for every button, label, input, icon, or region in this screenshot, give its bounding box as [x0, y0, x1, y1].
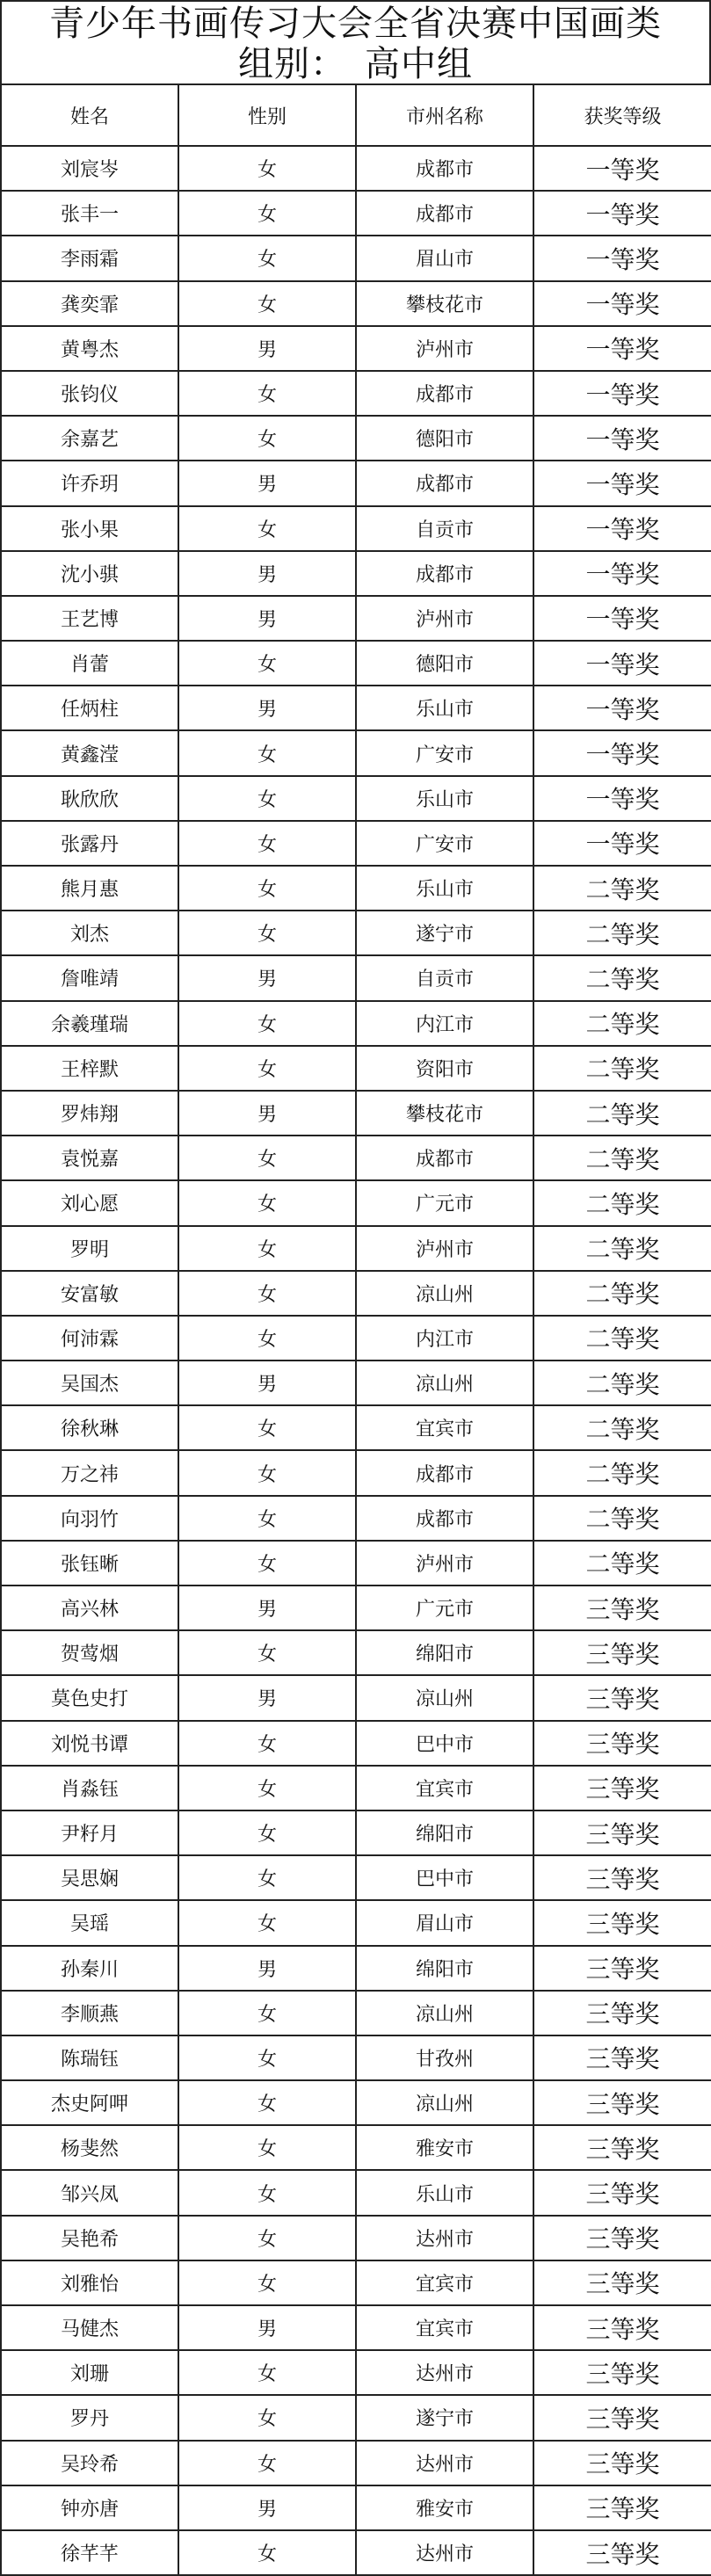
- cell-name: 莫色史打: [1, 1675, 178, 1720]
- cell-award: 二等奖: [533, 1136, 711, 1180]
- cell-name: 王艺博: [1, 596, 178, 641]
- cell-city: 乐山市: [356, 776, 533, 821]
- cell-gender: 女: [178, 191, 356, 236]
- cell-award: 三等奖: [533, 1586, 711, 1630]
- cell-award: 二等奖: [533, 1001, 711, 1046]
- cell-gender: 女: [178, 2216, 356, 2260]
- cell-city: 宜宾市: [356, 2260, 533, 2305]
- cell-award: 三等奖: [533, 2216, 711, 2260]
- cell-name: 安富敏: [1, 1271, 178, 1316]
- cell-gender: 女: [178, 2170, 356, 2215]
- cell-award: 一等奖: [533, 596, 711, 641]
- cell-name: 刘杰: [1, 911, 178, 955]
- cell-gender: 女: [178, 1001, 356, 1046]
- cell-name: 刘悦书谭: [1, 1721, 178, 1766]
- cell-gender: 女: [178, 730, 356, 775]
- cell-gender: 女: [178, 1450, 356, 1495]
- cell-city: 眉山市: [356, 1900, 533, 1945]
- cell-award: 二等奖: [533, 1450, 711, 1495]
- cell-city: 成都市: [356, 371, 533, 416]
- cell-name: 张丰一: [1, 191, 178, 236]
- cell-gender: 女: [178, 1541, 356, 1586]
- cell-gender: 女: [178, 776, 356, 821]
- table-header-row: [1, 84, 711, 146]
- table-row: [1, 416, 711, 461]
- table-row: [1, 686, 711, 730]
- cell-gender: 女: [178, 911, 356, 955]
- cell-gender: 男: [178, 955, 356, 1000]
- cell-award: 三等奖: [533, 2035, 711, 2080]
- cell-city: 达州市: [356, 2530, 533, 2575]
- cell-gender: 男: [178, 596, 356, 641]
- cell-award: 一等奖: [533, 416, 711, 461]
- cell-name: 罗明: [1, 1226, 178, 1271]
- cell-city: 泸州市: [356, 596, 533, 641]
- cell-gender: 女: [178, 1900, 356, 1945]
- table-row: [1, 866, 711, 911]
- table-row: [1, 461, 711, 505]
- table-row: [1, 2170, 711, 2215]
- cell-name: 龚奕霏: [1, 281, 178, 326]
- cell-name: 徐芊芊: [1, 2530, 178, 2575]
- cell-name: 陈瑞钰: [1, 2035, 178, 2080]
- table-row: [1, 2305, 711, 2350]
- cell-gender: 女: [178, 2441, 356, 2485]
- header-city: 市州名称: [356, 84, 533, 146]
- table-row: [1, 1810, 711, 1855]
- header-award: 获奖等级: [533, 84, 711, 146]
- cell-award: 三等奖: [533, 1991, 711, 2035]
- table-row: [1, 1541, 711, 1586]
- cell-name: 张钧仪: [1, 371, 178, 416]
- cell-city: 宜宾市: [356, 1766, 533, 1810]
- cell-award: 二等奖: [533, 1271, 711, 1316]
- cell-city: 内江市: [356, 1316, 533, 1361]
- cell-gender: 女: [178, 1316, 356, 1361]
- table-row: [1, 596, 711, 641]
- cell-name: 许乔玥: [1, 461, 178, 505]
- cell-award: 三等奖: [533, 1630, 711, 1675]
- table-body: [1, 146, 711, 2575]
- cell-city: 泸州市: [356, 326, 533, 371]
- cell-city: 德阳市: [356, 416, 533, 461]
- cell-city: 广安市: [356, 821, 533, 866]
- cell-award: 三等奖: [533, 2395, 711, 2440]
- cell-award: 二等奖: [533, 955, 711, 1000]
- cell-gender: 女: [178, 506, 356, 551]
- table-row: [1, 146, 711, 191]
- table-row: [1, 371, 711, 416]
- cell-city: 成都市: [356, 146, 533, 191]
- cell-name: 尹籽月: [1, 1810, 178, 1855]
- cell-gender: 女: [178, 146, 356, 191]
- cell-gender: 男: [178, 2485, 356, 2530]
- cell-gender: 女: [178, 416, 356, 461]
- table-row: [1, 776, 711, 821]
- cell-award: 二等奖: [533, 911, 711, 955]
- cell-gender: 男: [178, 326, 356, 371]
- cell-award: 二等奖: [533, 1541, 711, 1586]
- table-row: [1, 1586, 711, 1630]
- cell-gender: 女: [178, 281, 356, 326]
- cell-award: 一等奖: [533, 686, 711, 730]
- cell-gender: 女: [178, 1180, 356, 1225]
- cell-city: 巴中市: [356, 1721, 533, 1766]
- cell-gender: 女: [178, 1855, 356, 1900]
- table-row: [1, 1991, 711, 2035]
- cell-name: 张小果: [1, 506, 178, 551]
- table-row: [1, 2080, 711, 2125]
- cell-name: 吴思娴: [1, 1855, 178, 1900]
- cell-name: 何沛霖: [1, 1316, 178, 1361]
- cell-name: 徐秋琳: [1, 1405, 178, 1450]
- cell-name: 吴国杰: [1, 1361, 178, 1405]
- cell-city: 资阳市: [356, 1046, 533, 1091]
- table-row: [1, 551, 711, 596]
- cell-gender: 女: [178, 1721, 356, 1766]
- cell-award: 三等奖: [533, 1900, 711, 1945]
- cell-award: 一等奖: [533, 506, 711, 551]
- cell-name: 任炳柱: [1, 686, 178, 730]
- table-row: [1, 2035, 711, 2080]
- cell-city: 广元市: [356, 1586, 533, 1630]
- cell-city: 绵阳市: [356, 1810, 533, 1855]
- cell-city: 雅安市: [356, 2485, 533, 2530]
- cell-gender: 女: [178, 641, 356, 686]
- cell-city: 凉山州: [356, 1675, 533, 1720]
- cell-name: 王梓默: [1, 1046, 178, 1091]
- cell-award: 一等奖: [533, 776, 711, 821]
- cell-award: 三等奖: [533, 1675, 711, 1720]
- cell-city: 凉山州: [356, 2080, 533, 2125]
- cell-city: 巴中市: [356, 1855, 533, 1900]
- cell-city: 广元市: [356, 1180, 533, 1225]
- cell-name: 肖淼钰: [1, 1766, 178, 1810]
- cell-city: 成都市: [356, 1450, 533, 1495]
- cell-award: 三等奖: [533, 2485, 711, 2530]
- cell-award: 一等奖: [533, 191, 711, 236]
- cell-name: 余羲瑾瑞: [1, 1001, 178, 1046]
- cell-award: 三等奖: [533, 2125, 711, 2170]
- cell-gender: 男: [178, 461, 356, 505]
- cell-award: 三等奖: [533, 2350, 711, 2395]
- cell-award: 一等奖: [533, 821, 711, 866]
- table-row: [1, 1361, 711, 1405]
- cell-gender: 女: [178, 2080, 356, 2125]
- cell-city: 遂宁市: [356, 911, 533, 955]
- cell-award: 一等奖: [533, 461, 711, 505]
- cell-name: 熊月惠: [1, 866, 178, 911]
- cell-city: 达州市: [356, 2350, 533, 2395]
- cell-award: 二等奖: [533, 1361, 711, 1405]
- cell-city: 宜宾市: [356, 1405, 533, 1450]
- cell-name: 詹唯靖: [1, 955, 178, 1000]
- cell-gender: 女: [178, 1405, 356, 1450]
- cell-city: 攀枝花市: [356, 281, 533, 326]
- cell-name: 邹兴凤: [1, 2170, 178, 2215]
- cell-award: 一等奖: [533, 730, 711, 775]
- table-row: [1, 641, 711, 686]
- cell-city: 泸州市: [356, 1226, 533, 1271]
- table-row: [1, 1136, 711, 1180]
- table-row: [1, 1630, 711, 1675]
- cell-gender: 女: [178, 1991, 356, 2035]
- cell-gender: 女: [178, 1136, 356, 1180]
- cell-name: 罗炜翔: [1, 1091, 178, 1136]
- cell-city: 德阳市: [356, 641, 533, 686]
- cell-city: 成都市: [356, 1136, 533, 1180]
- cell-gender: 女: [178, 2035, 356, 2080]
- cell-city: 宜宾市: [356, 2305, 533, 2350]
- cell-name: 刘宸岑: [1, 146, 178, 191]
- cell-award: 二等奖: [533, 1180, 711, 1225]
- table-row: [1, 1405, 711, 1450]
- cell-award: 一等奖: [533, 146, 711, 191]
- cell-gender: 男: [178, 551, 356, 596]
- cell-city: 乐山市: [356, 2170, 533, 2215]
- table-row: [1, 281, 711, 326]
- cell-gender: 女: [178, 1271, 356, 1316]
- cell-gender: 女: [178, 1496, 356, 1541]
- cell-name: 向羽竹: [1, 1496, 178, 1541]
- cell-city: 甘孜州: [356, 2035, 533, 2080]
- cell-name: 贺莺烟: [1, 1630, 178, 1675]
- cell-gender: 女: [178, 236, 356, 280]
- cell-city: 攀枝花市: [356, 1091, 533, 1136]
- cell-gender: 男: [178, 686, 356, 730]
- cell-city: 自贡市: [356, 955, 533, 1000]
- table-row: [1, 2350, 711, 2395]
- table-row: [1, 1766, 711, 1810]
- cell-city: 成都市: [356, 1496, 533, 1541]
- cell-city: 遂宁市: [356, 2395, 533, 2440]
- cell-city: 乐山市: [356, 686, 533, 730]
- cell-award: 一等奖: [533, 641, 711, 686]
- table-row: [1, 2485, 711, 2530]
- cell-name: 沈小骐: [1, 551, 178, 596]
- cell-name: 吴玲希: [1, 2441, 178, 2485]
- cell-gender: 男: [178, 1091, 356, 1136]
- cell-city: 凉山州: [356, 1271, 533, 1316]
- cell-gender: 女: [178, 2350, 356, 2395]
- cell-city: 广安市: [356, 730, 533, 775]
- table-row: [1, 1855, 711, 1900]
- cell-gender: 男: [178, 1361, 356, 1405]
- cell-award: 三等奖: [533, 2260, 711, 2305]
- cell-award: 二等奖: [533, 1496, 711, 1541]
- table-row: [1, 821, 711, 866]
- cell-award: 一等奖: [533, 371, 711, 416]
- cell-gender: 女: [178, 1226, 356, 1271]
- table-row: [1, 1721, 711, 1766]
- header-gender: 性别: [178, 84, 356, 146]
- document-title: 青少年书画传习大会全省决赛中国画类: [49, 4, 662, 44]
- table-row: [1, 2216, 711, 2260]
- cell-name: 高兴林: [1, 1586, 178, 1630]
- table-row: [1, 2395, 711, 2440]
- cell-name: 罗丹: [1, 2395, 178, 2440]
- table-row: [1, 911, 711, 955]
- cell-award: 三等奖: [533, 1810, 711, 1855]
- cell-award: 三等奖: [533, 1721, 711, 1766]
- table-row: [1, 730, 711, 775]
- cell-city: 成都市: [356, 551, 533, 596]
- cell-name: 李顺燕: [1, 1991, 178, 2035]
- cell-award: 三等奖: [533, 2530, 711, 2575]
- cell-gender: 男: [178, 1586, 356, 1630]
- document-subtitle: 组别： 高中组: [238, 44, 473, 84]
- cell-city: 绵阳市: [356, 1630, 533, 1675]
- title-block: [0, 0, 711, 83]
- cell-city: 成都市: [356, 191, 533, 236]
- cell-name: 袁悦嘉: [1, 1136, 178, 1180]
- cell-award: 二等奖: [533, 1046, 711, 1091]
- table-row: [1, 1675, 711, 1720]
- cell-gender: 女: [178, 1046, 356, 1091]
- cell-gender: 男: [178, 2305, 356, 2350]
- cell-award: 一等奖: [533, 281, 711, 326]
- cell-award: 一等奖: [533, 236, 711, 280]
- cell-name: 黄粤杰: [1, 326, 178, 371]
- cell-city: 达州市: [356, 2441, 533, 2485]
- cell-award: 三等奖: [533, 1855, 711, 1900]
- cell-name: 杨斐然: [1, 2125, 178, 2170]
- cell-city: 凉山州: [356, 1991, 533, 2035]
- cell-award: 二等奖: [533, 1316, 711, 1361]
- cell-name: 刘雅怡: [1, 2260, 178, 2305]
- table-row: [1, 2125, 711, 2170]
- cell-city: 凉山州: [356, 1361, 533, 1405]
- cell-city: 绵阳市: [356, 1946, 533, 1991]
- cell-city: 内江市: [356, 1001, 533, 1046]
- cell-name: 孙秦川: [1, 1946, 178, 1991]
- table-row: [1, 1001, 711, 1046]
- cell-gender: 女: [178, 2395, 356, 2440]
- table-row: [1, 1046, 711, 1091]
- table-row: [1, 506, 711, 551]
- cell-name: 余嘉艺: [1, 416, 178, 461]
- cell-name: 吴瑶: [1, 1900, 178, 1945]
- table-row: [1, 1316, 711, 1361]
- cell-award: 三等奖: [533, 2170, 711, 2215]
- cell-gender: 女: [178, 1630, 356, 1675]
- cell-award: 三等奖: [533, 1946, 711, 1991]
- cell-city: 达州市: [356, 2216, 533, 2260]
- cell-city: 成都市: [356, 461, 533, 505]
- table-row: [1, 1900, 711, 1945]
- table-row: [1, 1450, 711, 1495]
- cell-award: 三等奖: [533, 2305, 711, 2350]
- cell-award: 一等奖: [533, 326, 711, 371]
- cell-name: 杰史阿呷: [1, 2080, 178, 2125]
- cell-gender: 女: [178, 2530, 356, 2575]
- cell-award: 一等奖: [533, 551, 711, 596]
- cell-award: 二等奖: [533, 1091, 711, 1136]
- table-row: [1, 1180, 711, 1225]
- cell-name: 钟亦唐: [1, 2485, 178, 2530]
- table-row: [1, 2530, 711, 2575]
- cell-name: 肖蕾: [1, 641, 178, 686]
- cell-city: 雅安市: [356, 2125, 533, 2170]
- cell-gender: 女: [178, 821, 356, 866]
- cell-award: 二等奖: [533, 1226, 711, 1271]
- table-row: [1, 191, 711, 236]
- cell-city: 泸州市: [356, 1541, 533, 1586]
- table-row: [1, 2260, 711, 2305]
- cell-name: 张钰晰: [1, 1541, 178, 1586]
- cell-city: 自贡市: [356, 506, 533, 551]
- cell-gender: 男: [178, 1675, 356, 1720]
- cell-gender: 女: [178, 1766, 356, 1810]
- cell-name: 黄鑫滢: [1, 730, 178, 775]
- cell-name: 张露丹: [1, 821, 178, 866]
- cell-gender: 女: [178, 1810, 356, 1855]
- cell-city: 乐山市: [356, 866, 533, 911]
- table-row: [1, 955, 711, 1000]
- cell-gender: 女: [178, 866, 356, 911]
- cell-award: 三等奖: [533, 1766, 711, 1810]
- cell-name: 马健杰: [1, 2305, 178, 2350]
- table-row: [1, 1496, 711, 1541]
- table-row: [1, 2441, 711, 2485]
- cell-name: 刘珊: [1, 2350, 178, 2395]
- results-table: [0, 83, 711, 2576]
- cell-name: 刘心愿: [1, 1180, 178, 1225]
- table-row: [1, 1271, 711, 1316]
- cell-award: 二等奖: [533, 1405, 711, 1450]
- table-row: [1, 236, 711, 280]
- cell-city: 眉山市: [356, 236, 533, 280]
- cell-name: 耿欣欣: [1, 776, 178, 821]
- table-row: [1, 326, 711, 371]
- cell-award: 三等奖: [533, 2080, 711, 2125]
- cell-name: 李雨霜: [1, 236, 178, 280]
- cell-award: 三等奖: [533, 2441, 711, 2485]
- cell-name: 吴艳希: [1, 2216, 178, 2260]
- cell-gender: 女: [178, 2125, 356, 2170]
- cell-award: 二等奖: [533, 866, 711, 911]
- table-row: [1, 1226, 711, 1271]
- cell-gender: 男: [178, 1946, 356, 1991]
- header-name: 姓名: [1, 84, 178, 146]
- table-row: [1, 1946, 711, 1991]
- cell-name: 万之祎: [1, 1450, 178, 1495]
- cell-gender: 女: [178, 371, 356, 416]
- table-row: [1, 1091, 711, 1136]
- cell-gender: 女: [178, 2260, 356, 2305]
